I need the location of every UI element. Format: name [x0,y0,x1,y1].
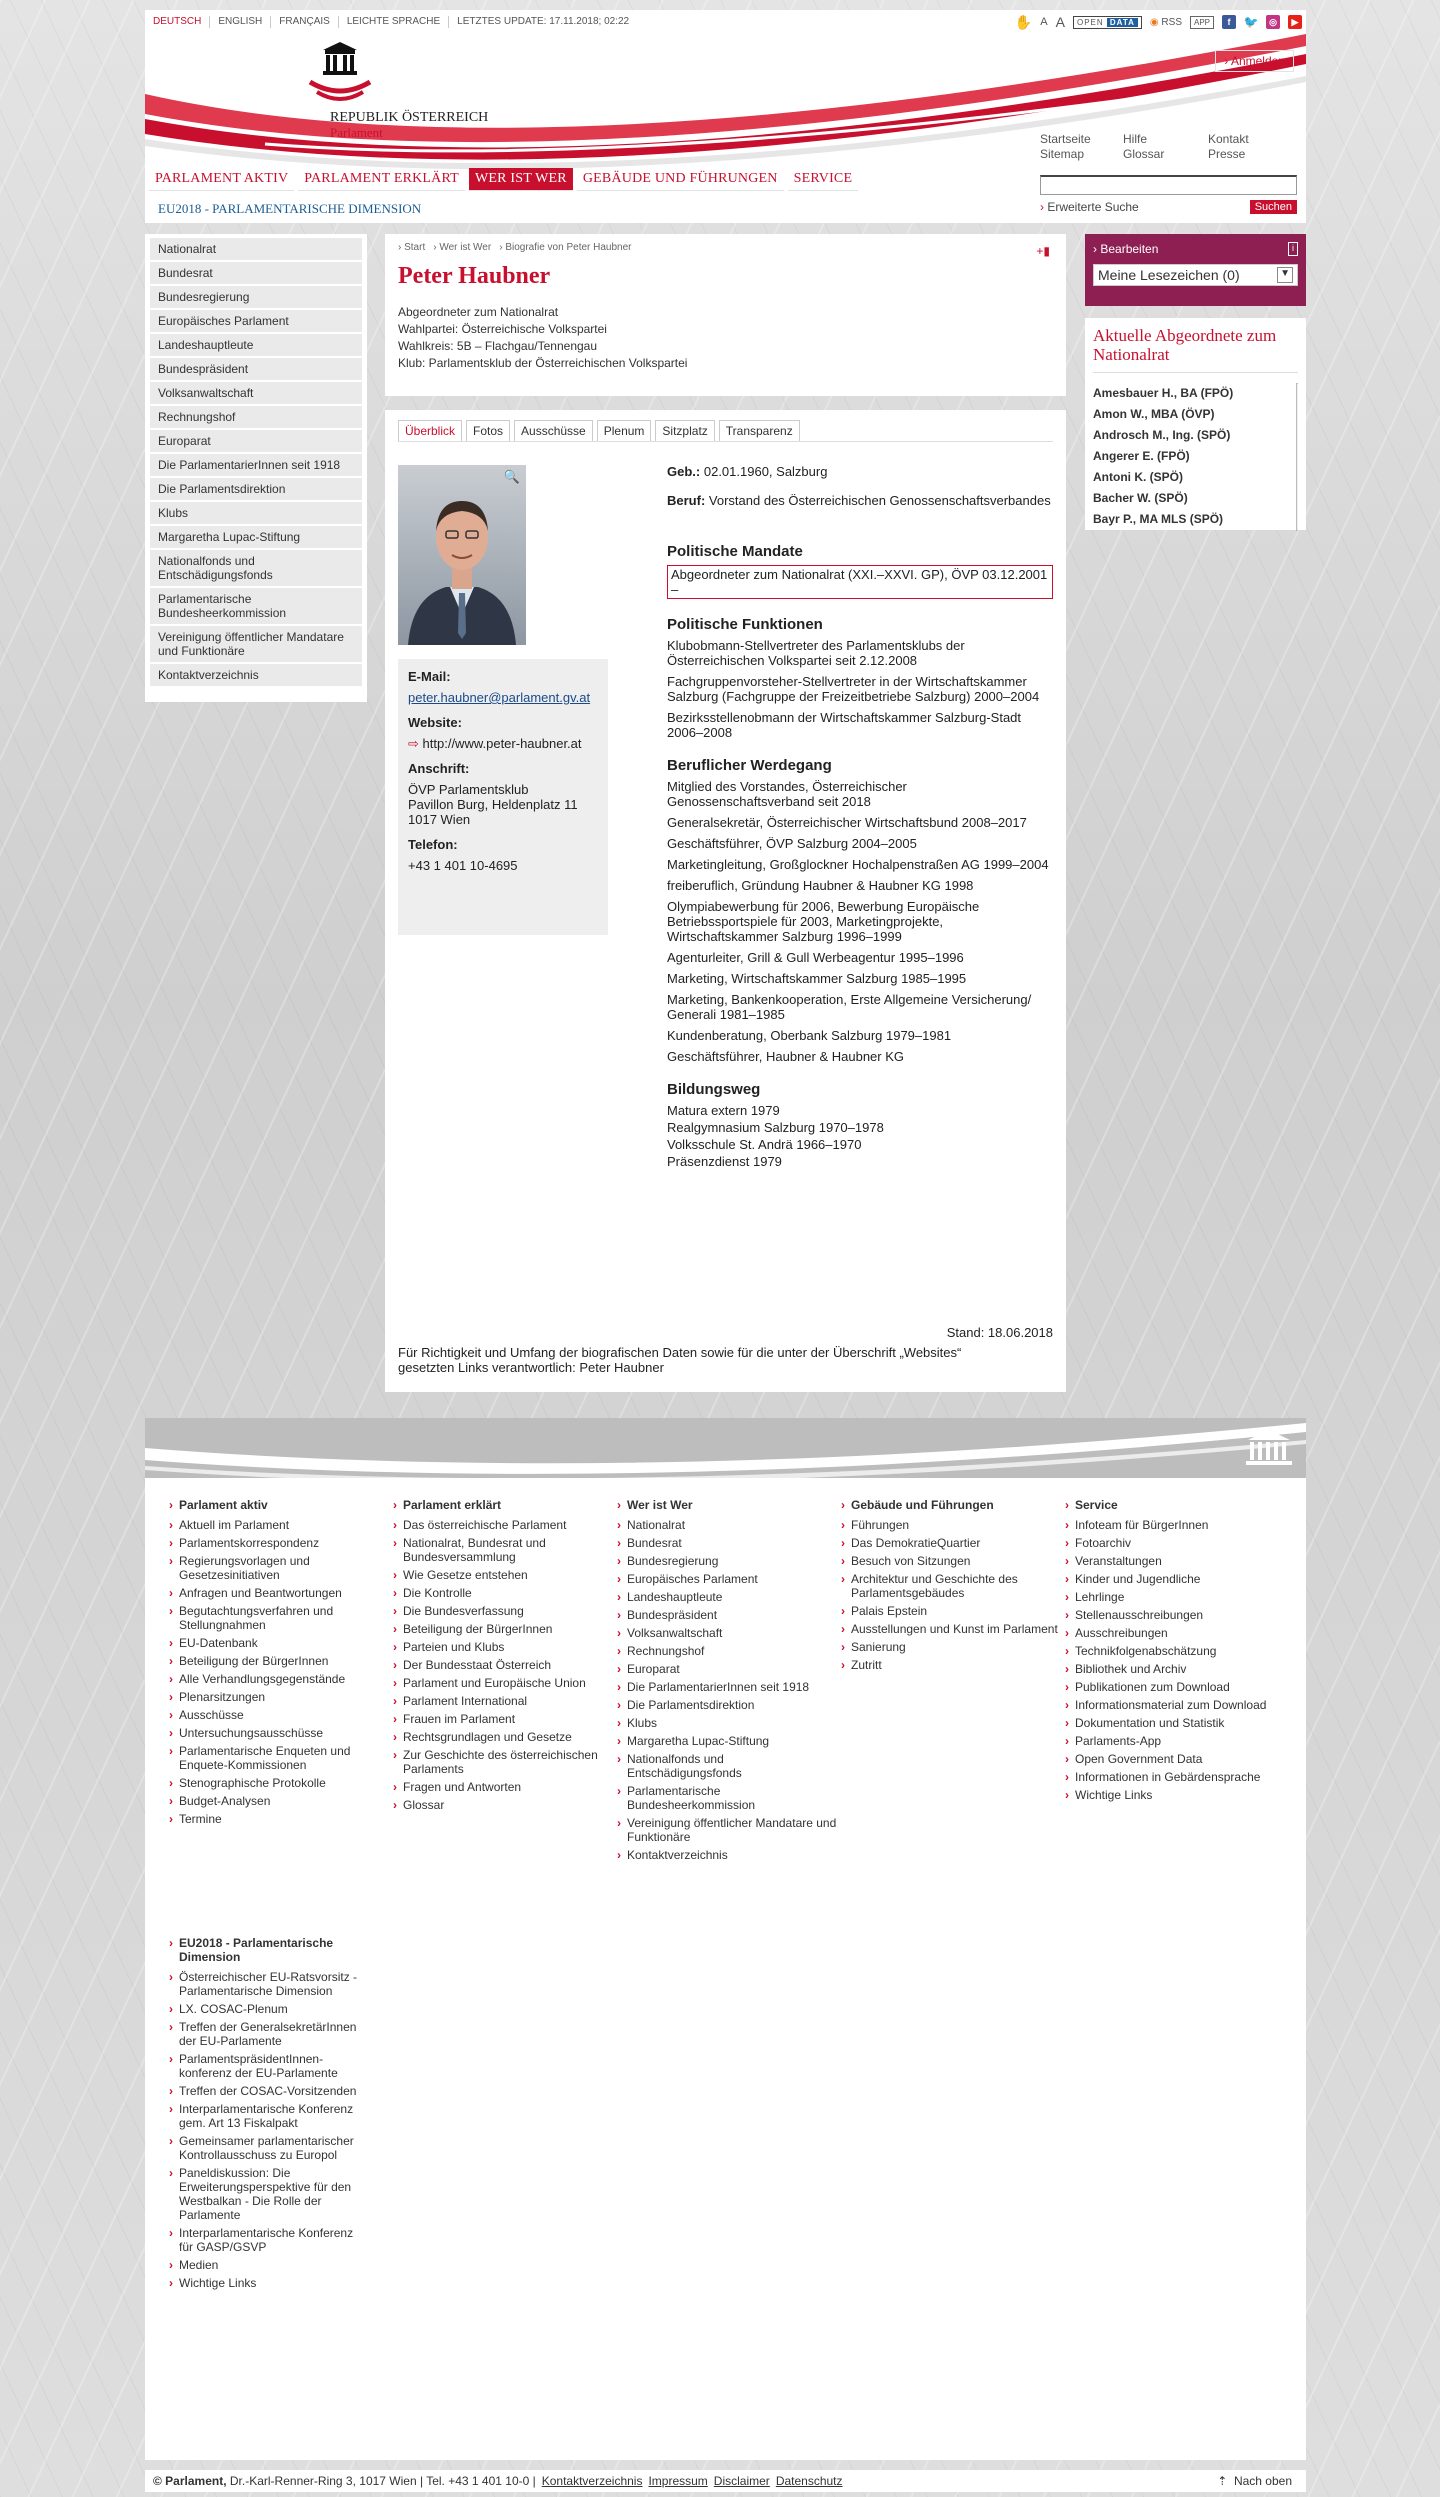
footer-link[interactable]: › Open Government Data [1065,1752,1289,1766]
tab-ausschuesse[interactable]: Ausschüsse [514,420,593,441]
lang-deutsch[interactable]: DEUTSCH [145,16,210,28]
career-entry: Mitglied des Vorstandes, Österreichischer Genossenschaftsverband seit 2018 [667,779,907,809]
footer-link[interactable]: › Parlamentarische Enqueten und Enquete-Kommissionen [169,1744,393,1772]
sidebar-item[interactable]: Rechnungshof [150,406,362,430]
education-entry: Realgymnasium Salzburg 1970–1978 [667,1120,884,1135]
functions-heading: Politische Funktionen [667,616,823,633]
career-entry: Kundenberatung, Oberbank Salzburg 1979–1981 [667,1028,952,1043]
rss-link[interactable]: ◉ RSS [1149,16,1182,28]
education-entry: Präsenzdienst 1979 [667,1154,782,1169]
footer-eu-column [169,1936,369,2294]
person-constituency: Wahlkreis: 5B – Flachgau/Tennengau [398,339,598,353]
footer-link[interactable]: › Frauen im Parlament [393,1712,617,1726]
nav-service[interactable]: SERVICE [788,168,859,191]
instagram-icon[interactable]: ◎ [1266,15,1280,29]
footer-eu-title[interactable]: › EU2018 - Parlamentarische Dimension [169,1936,369,1964]
search-input[interactable] [1040,175,1297,195]
arrow-up-icon: ⇡ [1217,2474,1228,2488]
phone-label: Telefon: [408,837,458,852]
footer-link[interactable]: › Publikationen zum Download [1065,1680,1289,1694]
footer-link[interactable]: › Regierungsvorlagen und Gesetzesinitiativen [169,1554,393,1582]
site-header [145,34,1306,223]
footer-link[interactable]: › Ausschüsse [169,1708,393,1722]
footer-link[interactable]: › Kontaktverzeichnis [617,1848,841,1862]
footer-link[interactable]: › Die Parlamentsdirektion [617,1698,841,1712]
footer-link[interactable]: › Bibliothek und Archiv [1065,1662,1289,1676]
sidebar-item[interactable]: Bundesregierung [150,286,362,310]
footer-link[interactable]: › Zutritt [841,1658,1065,1672]
footer-link[interactable]: › Sanierung [841,1640,1065,1654]
person-info [398,304,1053,372]
footer-link[interactable]: › Parlamentskorrespondenz [169,1536,393,1550]
education-entry: Matura extern 1979 [667,1103,780,1118]
footer-eu-link[interactable]: › Interparlamentarische Konferenz für GASP/GSVP [169,2226,369,2254]
footer-link[interactable]: › Aktuell im Parlament [169,1518,393,1532]
sidebar-item[interactable]: Klubs [150,502,362,526]
career-entry: Marketing, Wirtschaftskammer Salzburg 1985–1995 [667,971,967,986]
nav-parlament-erklaert[interactable]: PARLAMENT ERKLÄRT [298,168,465,191]
footer-column-title[interactable]: › Gebäude und Führungen [841,1498,1065,1512]
twitter-icon[interactable]: 🐦 [1243,15,1259,29]
footer-link[interactable]: › Parlament und Europäische Union [393,1676,617,1690]
footer-link-disclaimer[interactable]: Disclaimer [713,2474,770,2488]
meta-link-presse[interactable]: Presse [1208,147,1246,161]
mp-list-item[interactable]: Antoni K. (SPÖ) [1093,470,1183,484]
sign-language-icon[interactable]: ✋ [1014,13,1033,30]
meta-link-kontakt[interactable]: Kontakt [1208,132,1249,146]
meta-link-glossar[interactable]: Glossar [1123,147,1165,161]
open-data-button[interactable]: OPEN DATA [1073,16,1142,29]
footer-link[interactable]: › Landeshauptleute [617,1590,841,1604]
footer-link[interactable]: › Technikfolgenabschätzung [1065,1644,1289,1658]
mp-list-item[interactable]: Angerer E. (FPÖ) [1093,449,1190,463]
nav-wer-ist-wer[interactable]: WER IST WER [469,168,573,191]
lang-francais[interactable]: FRANÇAIS [271,16,339,28]
footer-link[interactable]: › Veranstaltungen [1065,1554,1289,1568]
footer-eu-link[interactable]: › Interparlamentarische Konferenz gem. Art 13 Fiskalpakt [169,2102,369,2130]
footer-link[interactable]: › Volksanwaltschaft [617,1626,841,1640]
footer-link[interactable]: › Termine [169,1812,393,1826]
footer-link[interactable]: › Die Bundesverfassung [393,1604,617,1618]
footer-banner [145,1418,1306,1478]
footer-link[interactable]: › Palais Epstein [841,1604,1065,1618]
portrait-photo[interactable] [398,465,526,645]
footer-swoosh [145,1418,1306,1478]
sidebar-item[interactable]: Europäisches Parlament [150,310,362,334]
footer-column-title[interactable]: › Wer ist Wer [617,1498,841,1512]
mandate-entry: Abgeordneter zum Nationalrat (XXI.–XXVI. GP), ÖVP 03.12.2001 – [667,565,1053,599]
career-entry: Geschäftsführer, Haubner & Haubner KG [667,1049,905,1064]
tab-fotos[interactable]: Fotos [466,420,510,441]
mp-list-item[interactable]: Bacher W. (SPÖ) [1093,491,1188,505]
sidebar-item[interactable]: Die Parlamentsdirektion [150,478,362,502]
address-line: Dr.-Karl-Renner-Ring 3, 1017 Wien | Tel. +43 1 401 10-0 | [229,2474,536,2488]
footer-link[interactable]: › Untersuchungsausschüsse [169,1726,393,1740]
footer-link[interactable]: › Das DemokratieQuartier [841,1536,1065,1550]
copyright: © Parlament, [153,2474,227,2488]
footer-link[interactable]: › Klubs [617,1716,841,1730]
mp-list-scrollbar[interactable] [1296,383,1298,531]
tab-sitzplatz[interactable]: Sitzplatz [655,420,714,441]
sidebar-item[interactable]: Margaretha Lupac-Stiftung [150,526,362,550]
mandates-heading: Politische Mandate [667,543,803,560]
breadcrumb-wer-ist-wer[interactable]: › Wer ist Wer [433,242,492,253]
address-label: Anschrift: [408,761,470,776]
person-content [385,410,1066,1392]
mp-list [1093,383,1298,533]
sidebar-item[interactable]: Nationalrat [150,238,362,262]
footer-link[interactable]: › Stenographische Protokolle [169,1776,393,1790]
footer-link[interactable]: › Fotoarchiv [1065,1536,1289,1550]
footer-link[interactable]: › Führungen [841,1518,1065,1532]
facebook-icon[interactable]: f [1222,15,1236,29]
website-label: Website: [408,715,462,730]
nav-eu2018[interactable]: EU2018 - PARLAMENTARISCHE DIMENSION [158,201,422,216]
footer-eu-link[interactable]: › Treffen der COSAC-Vorsitzenden [169,2084,369,2098]
footer-link-datenschutz[interactable]: Datenschutz [775,2474,843,2488]
bookmark-add-icon[interactable]: +▮ [1036,244,1050,258]
footer-link[interactable]: › Anfragen und Beantwortungen [169,1586,393,1600]
page-title: Peter Haubner [398,263,551,289]
footer-eu-link[interactable]: › ParlamentspräsidentInnen-konferenz der EU-Parlamente [169,2052,369,2080]
footer-eu-link[interactable]: › Gemeinsamer parlamentarischer Kontrollausschuss zu Europol [169,2134,369,2162]
sidebar-item[interactable]: Parlamentarische Bundesheerkommission [150,588,362,626]
meta-link-hilfe[interactable]: Hilfe [1123,132,1148,146]
disclaimer-text: Für Richtigkeit und Umfang der biografischen Daten sowie für die unter der Überschrift „Websites“ gesetzten Links verantwortlich: Peter Haubner [398,1345,962,1375]
site-footer [145,1418,1306,2460]
current-mps-panel [1085,318,1306,530]
footer-link[interactable]: › Kinder und Jugendliche [1065,1572,1289,1586]
footer-link[interactable]: › Rechtsgrundlagen und Gesetze [393,1730,617,1744]
breadcrumb [398,242,1053,253]
footer-link[interactable]: › Europäisches Parlament [617,1572,841,1586]
biography [667,464,1053,1171]
footer-link[interactable]: › Alle Verhandlungsgegenstände [169,1672,393,1686]
footer-eu-link[interactable]: › Wichtige Links [169,2276,369,2290]
footer-link[interactable]: › Bundesregierung [617,1554,841,1568]
footer-link[interactable]: › Parlaments-App [1065,1734,1289,1748]
edit-panel [1085,234,1306,306]
education-heading: Bildungsweg [667,1081,761,1098]
edit-link[interactable]: › Bearbeiten [1093,242,1159,256]
footer-eu-link[interactable]: › Paneldiskussion: Die Erweiterungsperspektive für den Westbalkan - Die Rolle der Parlamente [169,2166,369,2222]
footer-column [617,1498,841,1866]
top-bar [145,10,1306,34]
mp-list-item[interactable]: Androsch M., Ing. (SPÖ) [1093,428,1231,442]
footer-link[interactable]: › Architektur und Geschichte des Parlamentsgebäudes [841,1572,1065,1600]
footer-link[interactable]: › Plenarsitzungen [169,1690,393,1704]
footer-link[interactable]: › Ausschreibungen [1065,1626,1289,1640]
portrait-image [398,465,526,645]
info-icon[interactable]: i [1288,242,1298,256]
birth-info: Geb.: 02.01.1960, Salzburg [667,464,828,479]
footer-link[interactable]: › Die ParlamentarierInnen seit 1918 [617,1680,841,1694]
footer-link[interactable]: › Zur Geschichte des österreichischen Parlaments [393,1748,617,1776]
career-entry: Geschäftsführer, ÖVP Salzburg 2004–2005 [667,836,917,851]
youtube-icon[interactable]: ▶ [1288,15,1302,29]
last-updated: Stand: 18.06.2018 [946,1325,1053,1340]
last-update: LETZTES UPDATE: 17.11.2018; 02:22 [457,16,630,27]
person-club: Klub: Parlamentsklub der Österreichischen Volkspartei [398,356,688,370]
career-entry: freiberuflich, Gründung Haubner & Haubner KG 1998 [667,878,974,893]
footer-link[interactable]: › Infoteam für BürgerInnen [1065,1518,1289,1532]
tab-plenum[interactable]: Plenum [597,420,652,441]
footer-link[interactable]: › Wichtige Links [1065,1788,1289,1802]
email-link[interactable]: peter.haubner@parlament.gv.at [408,690,591,705]
footer-columns [169,1498,1289,1866]
person-party: Wahlpartei: Österreichische Volkspartei [398,322,607,336]
lang-english[interactable]: ENGLISH [210,16,271,28]
meta-link-sitemap[interactable]: Sitemap [1040,147,1085,161]
footer-link[interactable]: › EU-Datenbank [169,1636,393,1650]
career-entry: Generalsekretär, Österreichischer Wirtschaftsbund 2008–2017 [667,815,1027,830]
contact-box [398,659,608,935]
footer-link[interactable]: › Parteien und Klubs [393,1640,617,1654]
footer-link[interactable]: › Wie Gesetze entstehen [393,1568,617,1582]
sidebar-item[interactable]: Die ParlamentarierInnen seit 1918 [150,454,362,478]
sidebar-item[interactable]: Bundesrat [150,262,362,286]
person-header [385,234,1066,396]
footer-link[interactable]: › Parlamentarische Bundesheerkommission [617,1784,841,1812]
footer-link[interactable]: › Begutachtungsverfahren und Stellungnahmen [169,1604,393,1632]
nav-gebaeude-und-fuehrungen[interactable]: GEBÄUDE UND FÜHRUNGEN [577,168,784,191]
mp-list-item[interactable]: Amon W., MBA (ÖVP) [1093,407,1215,421]
function-entry: Klubobmann-Stellvertreter des Parlamentsklubs der Österreichischen Volkspartei seit 2.12.2008 [667,638,965,668]
footer-link[interactable]: › Rechnungshof [617,1644,841,1658]
sidebar-item[interactable]: Landeshauptleute [150,334,362,358]
footer-column [169,1498,393,1866]
tab-ueberblick[interactable]: Überblick [398,420,462,441]
career-entry: Agenturleiter, Grill & Gull Werbeagentur 1995–1996 [667,950,964,965]
career-entry: Marketingleitung, Großglockner Hochalpenstraßen AG 1999–2004 [667,857,1049,872]
job-info: Beruf: Vorstand des Österreichischen Genossenschaftsverbandes [667,493,1051,508]
footer-link[interactable]: › Lehrlinge [1065,1590,1289,1604]
footer-column-title[interactable]: › Parlament aktiv [169,1498,393,1512]
career-heading: Beruflicher Werdegang [667,757,832,774]
nav-parlament-aktiv[interactable]: PARLAMENT AKTIV [149,168,294,191]
footer-link[interactable]: › Der Bundesstaat Österreich [393,1658,617,1672]
tab-bar [398,420,1053,442]
breadcrumb-current: › Biografie von Peter Haubner [499,242,632,253]
parliament-logo-icon[interactable] [305,42,375,106]
footer-link[interactable]: › Ausstellungen und Kunst im Parlament [841,1622,1065,1636]
sidebar-item[interactable]: Europarat [150,430,362,454]
email-label: E-Mail: [408,669,451,684]
reading-list-select[interactable]: Meine Lesezeichen (0) ▼ [1093,264,1298,286]
footer-link[interactable]: › Beteiligung der BürgerInnen [393,1622,617,1636]
site-logo[interactable]: REPUBLIK ÖSTERREICH Parlament [330,110,489,140]
login-link[interactable]: › Anmelden [1215,50,1294,72]
footer-link[interactable]: › Margaretha Lupac-Stiftung [617,1734,841,1748]
person-role: Abgeordneter zum Nationalrat [398,305,559,319]
footer-link[interactable]: › Europarat [617,1662,841,1676]
chevron-down-icon: ▼ [1277,267,1293,283]
footer-link-impressum[interactable]: Impressum [648,2474,708,2488]
lang-leichte-sprache[interactable]: LEICHTE SPRACHE [339,16,449,28]
footer-link[interactable]: › Budget-Analysen [169,1794,393,1808]
website-link[interactable]: ⇨ http://www.peter-haubner.at [408,736,582,751]
footer-column [393,1498,617,1866]
career-entry: Olympiabewerbung für 2006, Bewerbung Europäische Betriebssportspiele für 2003, Marketingprojekte, Wirtschaftskammer Salzburg 1996–1999 [667,899,980,944]
phone: +43 1 401 10-4695 [408,858,518,873]
breadcrumb-start[interactable]: › Start [398,242,426,253]
footer-link[interactable]: › Stellenausschreibungen [1065,1608,1289,1622]
address: ÖVP Parlamentsklub Pavillon Burg, Heldenplatz 11 1017 Wien [408,782,578,827]
sidebar-navigation [145,234,367,702]
footer-link[interactable]: › Bundesrat [617,1536,841,1550]
back-to-top-link[interactable]: ⇡ Nach oben [1217,2474,1292,2488]
footer-column-title[interactable]: › Service [1065,1498,1289,1512]
footer-link[interactable]: › Dokumentation und Statistik [1065,1716,1289,1730]
footer-eu-link[interactable]: › Medien [169,2258,369,2272]
career-entry: Marketing, Bankenkooperation, Erste Allgemeine Versicherung/ Generali 1981–1985 [667,992,1032,1022]
rss-icon: ◉ [1149,16,1159,28]
footer-link[interactable]: › Das österreichische Parlament [393,1518,617,1532]
bottom-bar [145,2470,1306,2492]
footer-link[interactable]: › Nationalfonds und Entschädigungsfonds [617,1752,841,1780]
footer-parliament-icon [1244,1428,1294,1468]
footer-eu-link[interactable]: › Österreichischer EU-Ratsvorsitz - Parlamentarische Dimension [169,1970,369,1998]
footer-link[interactable]: › Beteiligung der BürgerInnen [169,1654,393,1668]
footer-column [1065,1498,1289,1866]
footer-eu-link[interactable]: › Treffen der GeneralsekretärInnen der EU-Parlamente [169,2020,369,2048]
search-button[interactable]: Suchen [1250,200,1297,214]
footer-eu-link[interactable]: › LX. COSAC-Plenum [169,2002,369,2016]
meta-links [1040,132,1288,161]
footer-link[interactable]: › Vereinigung öffentlicher Mandatare und Funktionäre [617,1816,841,1844]
footer-column-title[interactable]: › Parlament erklärt [393,1498,617,1512]
mp-list-item[interactable]: Bayr P., MA MLS (SPÖ) [1093,512,1224,526]
zoom-icon[interactable]: 🔍 [503,469,520,484]
main-navigation [149,168,858,191]
sidebar-item[interactable]: Kontaktverzeichnis [150,664,362,688]
footer-link[interactable]: › Nationalrat, Bundesrat und Bundesversammlung [393,1536,617,1564]
footer-link[interactable]: › Glossar [393,1798,617,1812]
education-entry: Volksschule St. Andrä 1966–1970 [667,1137,862,1152]
mp-list-item[interactable]: Amesbauer H., BA (FPÖ) [1093,386,1234,400]
function-entry: Bezirksstellenobmann der Wirtschaftskammer Salzburg-Stadt 2006–2008 [667,710,1022,740]
mp-panel-title: Aktuelle Abgeordnete zum Nationalrat [1093,326,1298,373]
footer-link[interactable]: › Fragen und Antworten [393,1780,617,1794]
meta-link-startseite[interactable]: Startseite [1040,132,1091,146]
footer-link[interactable]: › Besuch von Sitzungen [841,1554,1065,1568]
footer-link[interactable]: › Informationen in Gebärdensprache [1065,1770,1289,1784]
font-large-button[interactable]: A [1055,14,1065,30]
footer-link-kontaktverzeichnis[interactable]: Kontaktverzeichnis [541,2474,643,2488]
function-entry: Fachgruppenvorsteher-Stellvertreter in der Wirtschaftskammer Salzburg (Fachgruppe der Freizeitbetriebe Salzburg) 2000–2004 [667,674,1040,704]
footer-link[interactable]: › Informationsmaterial zum Download [1065,1698,1289,1712]
sidebar-item[interactable]: Volksanwaltschaft [150,382,362,406]
sidebar-item[interactable]: Nationalfonds und Entschädigungsfonds [150,550,362,588]
app-button[interactable]: APP [1190,16,1214,29]
footer-column [841,1498,1065,1866]
footer-link[interactable]: › Nationalrat [617,1518,841,1532]
advanced-search-link[interactable]: › Erweiterte Suche [1040,200,1139,214]
sidebar-item[interactable]: Bundespräsident [150,358,362,382]
footer-link[interactable]: › Parlament International [393,1694,617,1708]
external-link-icon: ⇨ [408,736,419,751]
tab-transparenz[interactable]: Transparenz [719,420,800,441]
footer-link[interactable]: › Bundespräsident [617,1608,841,1622]
font-small-button[interactable]: A [1040,16,1048,28]
sidebar-item[interactable]: Vereinigung öffentlicher Mandatare und Funktionäre [150,626,362,664]
search-box [1040,175,1297,214]
footer-link[interactable]: › Die Kontrolle [393,1586,617,1600]
